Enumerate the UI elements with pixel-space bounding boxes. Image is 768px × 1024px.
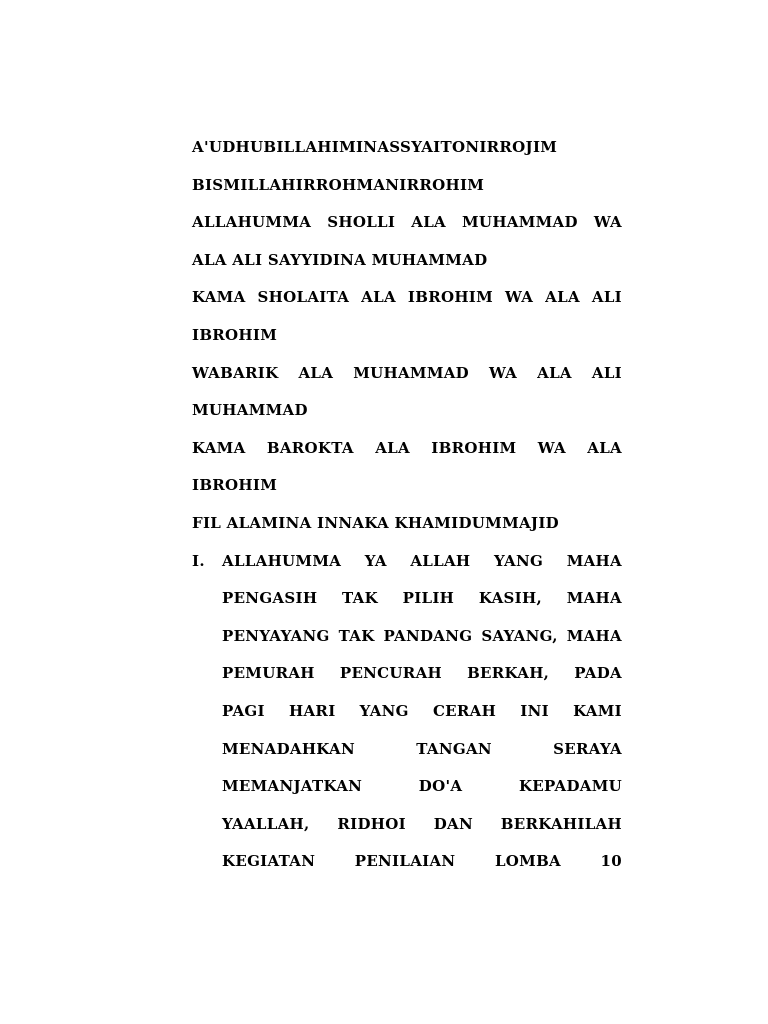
- word: MENADAHKAN: [222, 739, 355, 758]
- word: TANGAN: [416, 739, 492, 758]
- word: 10: [600, 852, 622, 871]
- word: MAHA: [566, 589, 622, 608]
- word: MAHA: [566, 551, 622, 570]
- opening-line-8: MUHAMMAD: [192, 401, 308, 420]
- item-first-line: [192, 549, 622, 587]
- word: TAK: [342, 589, 378, 608]
- word: PENGASIH: [222, 589, 318, 608]
- word: RIDHOI: [337, 814, 406, 833]
- word: MUHAMMAD: [353, 363, 469, 382]
- item-number: I.: [192, 551, 205, 570]
- word: KAMA: [192, 438, 246, 457]
- word: ALLAH: [410, 551, 471, 570]
- word: PILIH: [402, 589, 455, 608]
- opening-line-9: [192, 436, 622, 474]
- word: MEMANJATKAN: [222, 777, 363, 796]
- opening-line-4: ALA ALI SAYYIDINA MUHAMMAD: [192, 250, 488, 269]
- word: ALA: [375, 438, 410, 457]
- word: KAMA: [192, 288, 246, 307]
- word: CERAH: [432, 701, 497, 720]
- word: PENILAIAN: [354, 852, 456, 871]
- opening-line-5: [192, 285, 622, 323]
- word: DO'A: [418, 777, 463, 796]
- word: YANG: [359, 701, 409, 720]
- word: BAROKTA: [266, 438, 354, 457]
- word: ALA: [361, 288, 396, 307]
- opening-line-3: [192, 210, 622, 248]
- word: PENYAYANG: [222, 626, 330, 645]
- item-line-6: [222, 737, 622, 775]
- word: SHOLLI: [327, 213, 396, 232]
- word: KASIH,: [478, 589, 542, 608]
- word: SAYANG,: [481, 626, 558, 645]
- opening-line-1: A'UDHUBILLAHIMINASSYAITONIRROJIM: [192, 138, 558, 156]
- word: ALA: [298, 363, 334, 382]
- word: INI: [520, 701, 549, 720]
- word: ALA: [537, 363, 572, 382]
- word: WA: [593, 213, 622, 232]
- item-line-9: [222, 849, 622, 887]
- opening-line-7: [192, 361, 622, 399]
- word: ALA: [411, 213, 446, 232]
- word: ALA: [587, 438, 622, 457]
- word: MAHA: [566, 626, 622, 645]
- word: YAALLAH,: [222, 814, 310, 833]
- word: KEPADAMU: [518, 777, 622, 796]
- word: WA: [505, 288, 534, 307]
- word: WA: [537, 438, 566, 457]
- word: PADA: [574, 664, 622, 683]
- opening-line-2: BISMILLAHIRROHMANIRROHIM: [192, 175, 485, 194]
- word: TAK: [338, 626, 375, 645]
- word: ALA: [545, 288, 580, 307]
- word: DAN: [433, 814, 473, 833]
- word: SHOLAITA: [257, 288, 350, 307]
- item-line-2: [222, 586, 622, 624]
- word: ALI: [591, 363, 622, 382]
- word: SERAYA: [553, 739, 622, 758]
- word: ALI: [591, 288, 622, 307]
- word: PAGI: [222, 701, 265, 720]
- word: BERKAH,: [467, 664, 550, 683]
- item-line-1: [222, 549, 622, 587]
- word: IBROHIM: [407, 288, 494, 307]
- word: WA: [489, 363, 518, 382]
- opening-line-11: FIL ALAMINA INNAKA KHAMIDUMMAJID: [192, 513, 559, 532]
- item-line-3: [222, 624, 622, 662]
- opening-line-10: IBROHIM: [192, 476, 278, 495]
- item-line-8: [222, 812, 622, 850]
- word: PEMURAH: [222, 664, 315, 683]
- word: YANG: [494, 551, 544, 570]
- word: BERKAHILAH: [500, 814, 622, 833]
- word: ALLAHUMMA: [222, 551, 342, 570]
- item-line-7: [222, 774, 622, 812]
- word: PANDANG: [383, 626, 473, 645]
- prayer-text: [192, 135, 622, 887]
- word: YA: [364, 551, 387, 570]
- word: KEGIATAN: [222, 852, 316, 871]
- word: KAMI: [573, 701, 622, 720]
- item-line-4: [222, 661, 622, 699]
- word: PENCURAH: [339, 664, 442, 683]
- word: WABARIK: [192, 363, 279, 382]
- word: IBROHIM: [431, 438, 517, 457]
- word: HARI: [289, 701, 336, 720]
- word: ALLAHUMMA: [192, 213, 312, 232]
- word: MUHAMMAD: [462, 213, 578, 232]
- word: LOMBA: [494, 852, 561, 871]
- item-line-5: [222, 699, 622, 737]
- opening-line-6: IBROHIM: [192, 325, 278, 344]
